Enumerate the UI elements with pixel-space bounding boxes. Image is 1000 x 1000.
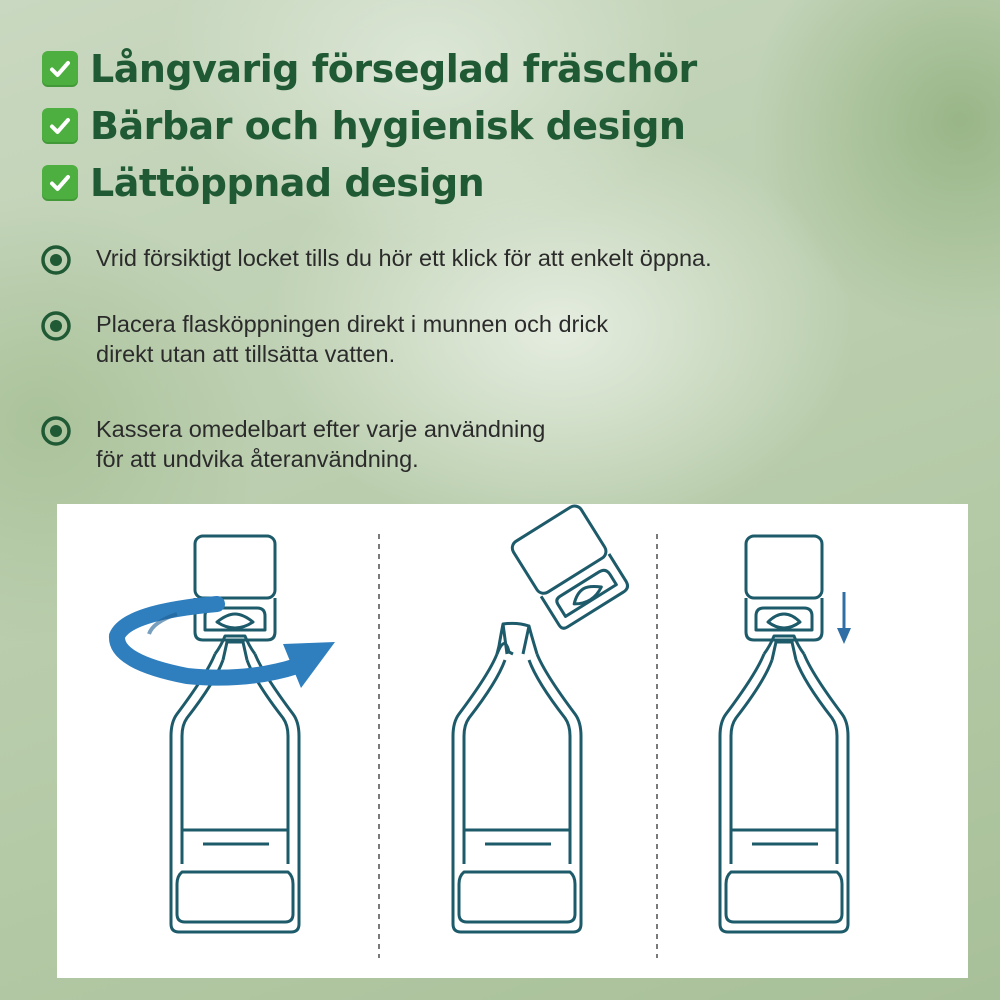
feature-list — [42, 40, 697, 211]
feature-item — [42, 154, 697, 211]
feature-text: Bärbar och hygienisk design — [90, 103, 686, 148]
target-bullet-icon — [40, 310, 72, 342]
target-bullet-icon — [40, 244, 72, 276]
feature-text: Långvarig förseglad fräschör — [90, 46, 697, 91]
instruction-step-3 — [40, 414, 545, 474]
removed-cap — [509, 504, 630, 630]
step-text — [96, 414, 545, 474]
bottle-step-1 — [171, 536, 299, 932]
feature-item — [42, 97, 697, 154]
step-line: Kassera omedelbart efter varje användning — [96, 416, 546, 442]
instruction-step-2 — [40, 309, 608, 369]
step-line: för att undvika återanvändning. — [96, 446, 419, 472]
check-mark-icon — [42, 165, 78, 201]
check-mark-icon — [42, 51, 78, 87]
bottle-step-2 — [453, 623, 581, 932]
target-bullet-icon — [40, 415, 72, 447]
usage-illustration — [57, 504, 968, 978]
step-text — [96, 243, 712, 273]
check-mark-icon — [42, 108, 78, 144]
step-line: Vrid försiktigt locket tills du hör ett klick för att enkelt öppna. — [96, 245, 712, 271]
feature-item — [42, 40, 697, 97]
usage-illustration-panel — [57, 504, 968, 978]
bottle-step-3 — [720, 536, 848, 932]
down-arrow-icon — [837, 592, 851, 644]
step-line: Placera flasköppningen direkt i munnen och drick — [96, 311, 609, 337]
feature-text: Lättöppnad design — [90, 160, 485, 205]
step-line: direkt utan att tillsätta vatten. — [96, 341, 396, 367]
instruction-step-1 — [40, 243, 712, 276]
step-text — [96, 309, 608, 369]
